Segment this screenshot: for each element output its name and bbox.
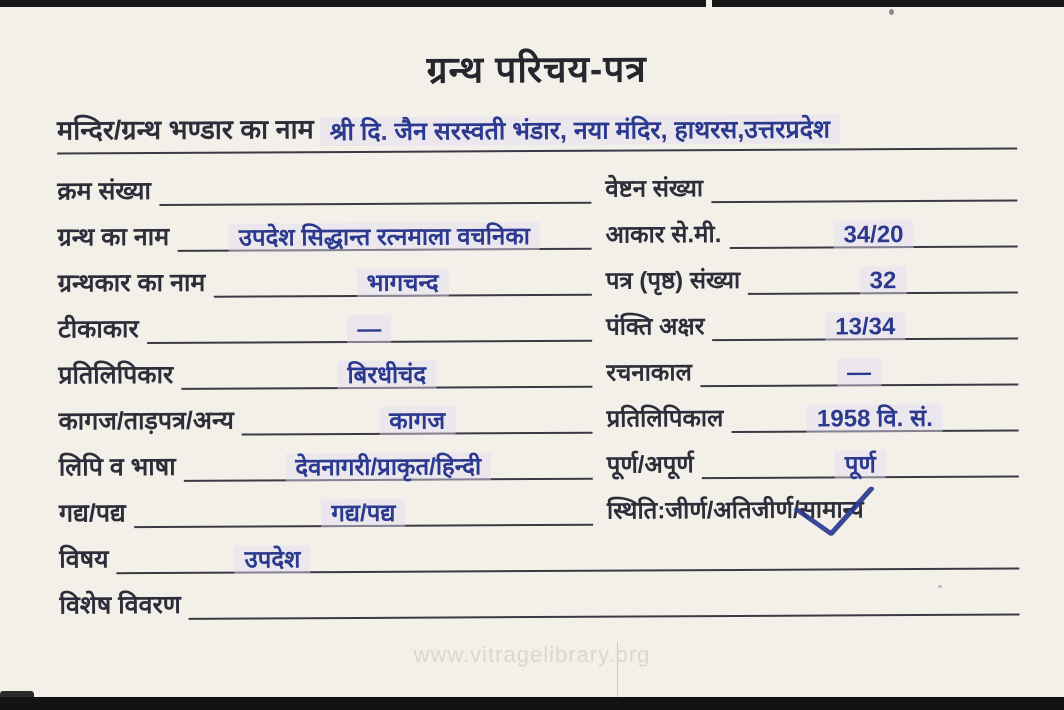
field-serial-number bbox=[57, 175, 605, 207]
field-line bbox=[134, 496, 593, 529]
field-value: गद्य/पद्य bbox=[321, 499, 405, 528]
field-line bbox=[711, 200, 1017, 204]
field-line bbox=[242, 404, 593, 436]
condition-option-samanya bbox=[800, 497, 864, 525]
field-label: वेष्टन संख्या bbox=[605, 175, 704, 204]
field-value: 1958 वि. सं. bbox=[807, 404, 943, 433]
scan-edge-bottom bbox=[0, 697, 1064, 710]
field-prose-verse bbox=[59, 496, 607, 529]
field-line bbox=[117, 539, 1020, 574]
scan-speck bbox=[889, 9, 894, 15]
field-condition bbox=[607, 496, 1019, 526]
field-value: उपदेश bbox=[235, 545, 311, 574]
field-label: कागज/ताड़पत्र/अन्य bbox=[58, 406, 234, 436]
field-line bbox=[189, 614, 1020, 620]
field-line bbox=[731, 401, 1018, 433]
field-label: पत्र (पृष्ठ) संख्या bbox=[605, 267, 741, 296]
page-title: ग्रन्थ परिचय-पत्र bbox=[426, 48, 647, 91]
field-line bbox=[177, 220, 592, 252]
field-value: 13/34 bbox=[825, 312, 905, 341]
field-value: 32 bbox=[860, 266, 907, 294]
field-label: ग्रन्थकार का नाम bbox=[57, 269, 206, 298]
field-line bbox=[147, 312, 592, 345]
field-label: पूर्ण/अपूर्ण bbox=[606, 451, 694, 480]
field-label: टीकाकार bbox=[57, 315, 139, 344]
field-label: ग्रन्थ का नाम bbox=[57, 223, 170, 252]
field-value: कागज bbox=[379, 406, 455, 435]
field-commentator bbox=[58, 312, 606, 345]
field-line bbox=[748, 263, 1018, 295]
field-value: — bbox=[347, 315, 391, 343]
field-label: पंक्ति अक्षर bbox=[605, 313, 705, 342]
field-value: उपदेश सिद्धान्त रत्नमाला वचनिका bbox=[229, 222, 540, 252]
field-label: आकार से.मी. bbox=[605, 221, 722, 250]
field-line bbox=[159, 202, 591, 206]
field-page-count bbox=[606, 263, 1018, 295]
field-subject bbox=[59, 539, 1019, 574]
field-label: प्रतिलिपिकार bbox=[58, 361, 174, 390]
field-line bbox=[712, 309, 1018, 341]
field-granth-name bbox=[57, 220, 605, 253]
field-line bbox=[213, 266, 592, 298]
field-script-language bbox=[59, 450, 607, 483]
form-grid bbox=[57, 156, 1019, 621]
field-size-cm bbox=[605, 217, 1017, 249]
field-value: भागचन्द bbox=[357, 268, 449, 297]
scan-edge-top bbox=[0, 0, 1064, 7]
field-value: बिरधीचंद bbox=[337, 360, 436, 389]
field-complete-incomplete bbox=[607, 447, 1019, 479]
field-value: — bbox=[837, 358, 881, 386]
field-line bbox=[700, 355, 1019, 387]
field-label: प्रतिलिपिकाल bbox=[606, 405, 724, 434]
field-line bbox=[729, 217, 1017, 249]
field-material bbox=[58, 404, 606, 437]
field-value: श्री दि. जैन सरस्वती भंडार, नया मंदिर, हाथरस,उत्तरप्रदेश bbox=[320, 114, 840, 146]
field-line bbox=[184, 450, 593, 482]
field-bhandar-name bbox=[57, 110, 1017, 154]
field-special-details bbox=[59, 587, 1019, 621]
field-label: क्रम संख्या bbox=[57, 177, 152, 206]
field-label: विषय bbox=[59, 545, 109, 574]
field-copyist bbox=[58, 358, 606, 391]
card-content bbox=[56, 15, 1019, 620]
field-label: मन्दिर/ग्रन्थ भण्डार का नाम bbox=[56, 114, 314, 146]
field-label: गद्य/पद्य bbox=[58, 499, 126, 528]
field-copy-date bbox=[606, 401, 1018, 433]
field-label: लिपि व भाषा bbox=[58, 453, 176, 482]
field-composition-date bbox=[606, 355, 1018, 387]
field-lines-letters bbox=[606, 309, 1018, 341]
field-bundle-number bbox=[605, 174, 1017, 204]
field-label: रचनाकाल bbox=[606, 359, 692, 388]
field-label: स्थिति:जीर्ण/अतिजीर्ण/ bbox=[606, 497, 800, 526]
field-line bbox=[702, 447, 1019, 479]
watermark: www.vitragelibrary.org bbox=[413, 642, 651, 667]
field-value: 34/20 bbox=[833, 220, 913, 249]
field-label: विशेष विवरण bbox=[59, 591, 181, 620]
field-value: देवनागरी/प्राकृत/हिन्दी bbox=[285, 452, 491, 481]
field-line bbox=[181, 358, 592, 390]
field-value: पूर्ण bbox=[835, 450, 886, 478]
field-author-name bbox=[58, 266, 606, 299]
condition-option-label: सामान्य bbox=[799, 496, 864, 525]
